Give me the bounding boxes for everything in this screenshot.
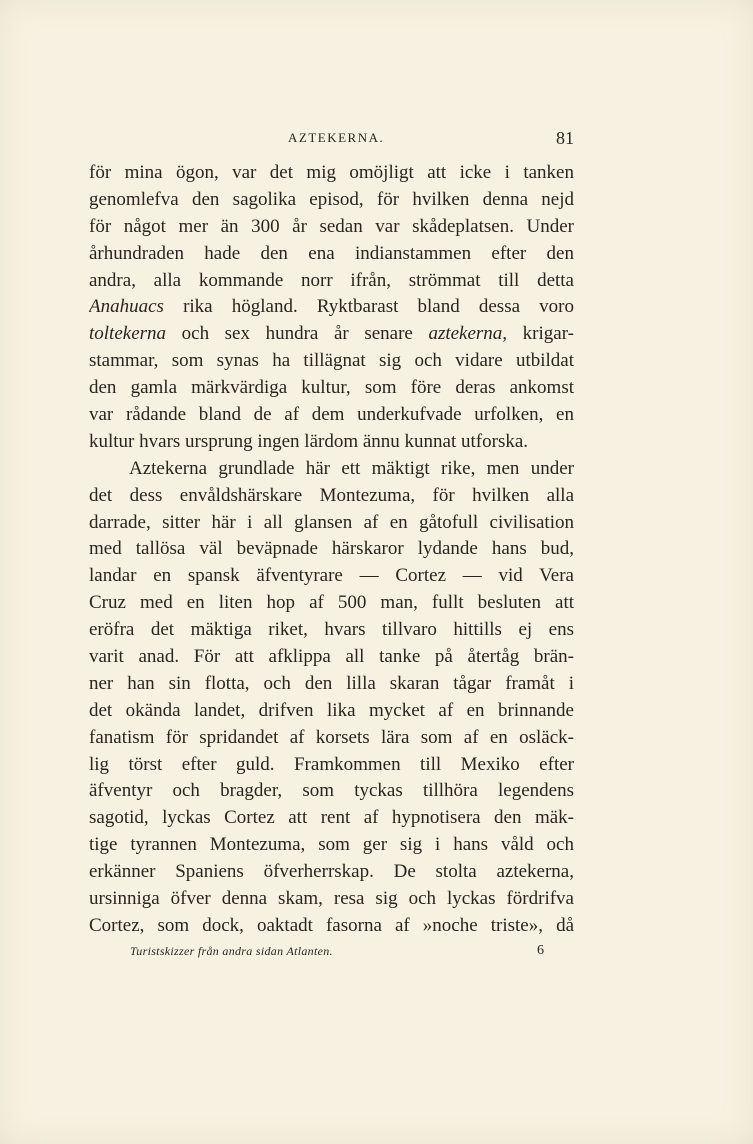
text-line: toltekerna och sex hundra år senare aztekerna, krigar-: [89, 323, 574, 345]
signature-number: 6: [537, 943, 544, 958]
text-line: den gamla märkvärdiga kultur, som före deras ankomst: [89, 377, 574, 399]
running-head: [0, 128, 753, 150]
italic-people-name: toltekerna: [89, 323, 167, 345]
text-line: sagotid, lyckas Cortez att rent af hypnotisera den mäk-: [89, 807, 574, 829]
text-line: århundraden hade den ena indianstammen efter den: [89, 242, 574, 264]
text-line: stammar, som synas ha tillägnat sig och vidare utbildat: [89, 350, 574, 372]
text-line: ursinniga öfver denna skam, resa sig och lyckas fördrifva: [89, 888, 574, 910]
text-line: genomlefva den sagolika episod, för hvilken denna nejd: [89, 188, 574, 210]
signature-title: Turistskizzer från andra sidan Atlanten.: [130, 944, 333, 958]
text-line: det okända landet, drifven lika mycket af en brinnande: [89, 699, 574, 721]
text-line: med tallösa väl beväpnade härskaror lydande hans bud,: [89, 538, 574, 560]
text-line: lig törst efter guld. Framkommen till Mexiko efter: [89, 753, 574, 775]
page-number: 81: [556, 128, 574, 148]
text-line: eröfra det mäktiga riket, hvars tillvaro hittills ej ens: [89, 619, 574, 641]
text-line: för mina ögon, var det mig omöjligt att icke i tanken: [89, 162, 574, 183]
italic-people-name: aztekerna,: [428, 323, 508, 345]
text-line: landar en spansk äfventyrare — Cortez — vid Vera: [89, 565, 574, 587]
body-text: [89, 160, 574, 940]
text-line: andra, alla kommande norr ifrån, strömmat till detta: [89, 269, 574, 291]
text-line: fanatism för spridandet af korsets lära som af en osläck-: [89, 726, 574, 748]
text-line: ner han sin flotta, och den lilla skaran tågar framåt i: [89, 672, 574, 694]
text-line: tige tyrannen Montezuma, som ger sig i hans våld och: [89, 834, 574, 856]
text-line: det dess envåldshärskare Montezuma, för hvilken alla: [89, 484, 574, 506]
italic-place-name: Anahuacs: [89, 296, 164, 318]
paragraph-start-line: Aztekerna grundlade här ett mäktigt rike, men under: [129, 457, 574, 479]
running-title: AZTEKERNA.: [288, 130, 385, 145]
text-line: Cruz med en liten hop af 500 man, fullt besluten att: [89, 592, 574, 614]
text-line: Cortez, som dock, oaktadt fasorna af »noche triste», då: [89, 914, 574, 936]
text-line: darrade, sitter här i all glansen af en gåtofull civilisation: [89, 511, 574, 533]
text-line: äfventyr och bragder, som tyckas tillhöra legendens: [89, 780, 574, 802]
text-line: för något mer än 300 år sedan var skådeplatsen. Under: [89, 215, 574, 237]
text-line: kultur hvars ursprung ingen lärdom ännu kunnat utforska.: [89, 430, 529, 452]
text-line: Anahuacs rika högland. Ryktbarast bland dessa voro: [89, 296, 574, 318]
text-line: erkänner Spaniens öfverherrskap. De stolta aztekerna,: [89, 861, 574, 883]
text-line: varit anad. För att afklippa all tanke på återtåg brän-: [89, 646, 574, 668]
signature-footer: [0, 944, 753, 964]
text-line: var rådande bland de af dem underkufvade urfolken, en: [89, 404, 574, 426]
